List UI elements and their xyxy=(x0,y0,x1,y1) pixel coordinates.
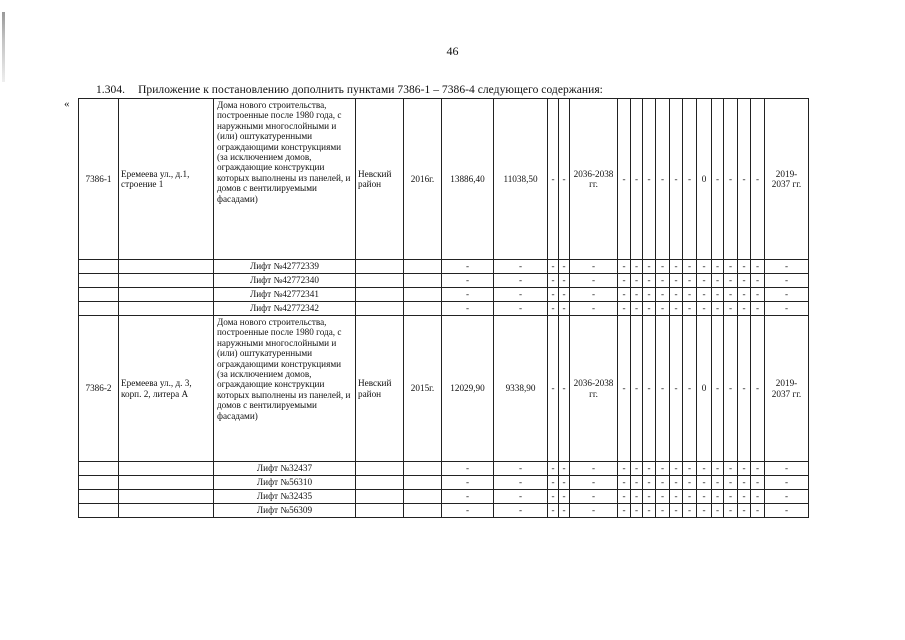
object-col-zero: 0 xyxy=(697,316,712,462)
lift-cell-empty xyxy=(356,288,404,302)
lift-name: Лифт №56309 xyxy=(214,504,356,518)
lift-cell-dash: - xyxy=(712,462,724,476)
opening-quote: « xyxy=(64,98,70,110)
lift-cell-dash: - xyxy=(724,504,738,518)
lift-cell-dash: - xyxy=(494,462,548,476)
object-period-2: 2019-2037 гг. xyxy=(765,99,809,260)
lift-cell-empty xyxy=(119,490,214,504)
lift-cell-dash: - xyxy=(494,504,548,518)
section-heading xyxy=(96,84,603,96)
lift-cell-dash: - xyxy=(559,288,570,302)
lift-cell-dash: - xyxy=(712,504,724,518)
lift-cell-dash: - xyxy=(618,274,631,288)
lift-cell-dash: - xyxy=(570,476,618,490)
lift-cell-dash: - xyxy=(656,476,670,490)
object-period: 2036-2038 гг. xyxy=(570,316,618,462)
lift-cell-dash: - xyxy=(442,504,494,518)
object-col-d4: - xyxy=(656,99,670,260)
section-heading-text: Приложение к постановлению дополнить пунктами 7386-1 – 7386-4 следующего содержания: xyxy=(138,84,603,96)
object-col-d3: - xyxy=(643,316,656,462)
object-col-d6: - xyxy=(683,99,697,260)
lift-cell-dash: - xyxy=(494,302,548,316)
lift-cell-dash: - xyxy=(559,302,570,316)
lift-cell-dash: - xyxy=(738,274,751,288)
lift-cell-dash: - xyxy=(570,274,618,288)
lift-cell-dash: - xyxy=(724,288,738,302)
object-id: 7386-2 xyxy=(79,316,119,462)
object-description: Дома нового строительства, построенные после 1980 года, с наружными многослойными и (или) оштукатуренными ограждающими конструкциями (за исключением домов, ограждающие конструкции которых выполнены из панелей, и домов с вентилируемыми фасадами) xyxy=(214,316,356,462)
lift-cell-empty xyxy=(79,288,119,302)
object-col-c1: - xyxy=(548,316,559,462)
lift-cell-empty xyxy=(119,504,214,518)
object-area-living: 9338,90 xyxy=(494,316,548,462)
lift-cell-dash: - xyxy=(751,302,765,316)
lift-cell-dash: - xyxy=(442,462,494,476)
lift-cell-dash: - xyxy=(631,476,643,490)
lift-cell-dash: - xyxy=(631,302,643,316)
lift-cell-dash: - xyxy=(494,274,548,288)
lift-cell-dash: - xyxy=(656,274,670,288)
amendment-table xyxy=(78,98,809,518)
object-col-e1: - xyxy=(712,316,724,462)
lift-cell-dash: - xyxy=(697,288,712,302)
lift-cell-dash: - xyxy=(697,462,712,476)
lift-cell-dash: - xyxy=(618,476,631,490)
object-col-e3: - xyxy=(738,99,751,260)
lift-cell-dash: - xyxy=(697,490,712,504)
lift-cell-dash: - xyxy=(738,260,751,274)
lift-cell-dash: - xyxy=(751,260,765,274)
lift-cell-dash: - xyxy=(570,260,618,274)
lift-cell-empty xyxy=(79,462,119,476)
table-row-lift xyxy=(79,288,809,302)
lift-cell-dash: - xyxy=(712,302,724,316)
lift-cell-empty xyxy=(404,288,442,302)
object-address: Еремеева ул., д. 3, корп. 2, литера А xyxy=(119,316,214,462)
lift-cell-empty xyxy=(404,504,442,518)
lift-cell-dash: - xyxy=(670,260,683,274)
lift-cell-dash: - xyxy=(570,462,618,476)
lift-cell-dash: - xyxy=(618,302,631,316)
object-col-c1: - xyxy=(548,99,559,260)
lift-cell-dash: - xyxy=(656,260,670,274)
lift-cell-empty xyxy=(356,302,404,316)
table-row-lift xyxy=(79,476,809,490)
object-col-d5: - xyxy=(670,99,683,260)
lift-cell-dash: - xyxy=(751,462,765,476)
lift-cell-dash: - xyxy=(683,504,697,518)
lift-name: Лифт №32435 xyxy=(214,490,356,504)
lift-cell-dash: - xyxy=(765,462,809,476)
lift-cell-dash: - xyxy=(724,490,738,504)
lift-cell-dash: - xyxy=(751,274,765,288)
lift-cell-dash: - xyxy=(683,288,697,302)
lift-cell-dash: - xyxy=(643,260,656,274)
lift-cell-dash: - xyxy=(765,302,809,316)
lift-cell-dash: - xyxy=(765,476,809,490)
lift-cell-dash: - xyxy=(712,274,724,288)
section-number: 1.304. xyxy=(96,84,126,96)
lift-cell-dash: - xyxy=(738,476,751,490)
lift-cell-dash: - xyxy=(724,462,738,476)
lift-cell-dash: - xyxy=(643,274,656,288)
lift-cell-empty xyxy=(356,504,404,518)
lift-cell-dash: - xyxy=(643,476,656,490)
lift-cell-dash: - xyxy=(670,288,683,302)
lift-cell-dash: - xyxy=(697,302,712,316)
object-col-d6: - xyxy=(683,316,697,462)
lift-name: Лифт №56310 xyxy=(214,476,356,490)
lift-cell-dash: - xyxy=(548,490,559,504)
lift-cell-dash: - xyxy=(656,504,670,518)
lift-cell-dash: - xyxy=(631,504,643,518)
table-row-lift xyxy=(79,490,809,504)
lift-cell-dash: - xyxy=(559,274,570,288)
lift-cell-dash: - xyxy=(712,288,724,302)
lift-cell-dash: - xyxy=(738,504,751,518)
lift-cell-dash: - xyxy=(683,462,697,476)
table-row-lift xyxy=(79,462,809,476)
lift-cell-dash: - xyxy=(494,260,548,274)
lift-cell-dash: - xyxy=(656,288,670,302)
table-row-lift xyxy=(79,274,809,288)
lift-cell-empty xyxy=(356,274,404,288)
lift-cell-dash: - xyxy=(656,302,670,316)
lift-cell-dash: - xyxy=(697,476,712,490)
lift-cell-dash: - xyxy=(670,504,683,518)
lift-cell-dash: - xyxy=(559,504,570,518)
lift-cell-dash: - xyxy=(670,462,683,476)
lift-cell-empty xyxy=(356,462,404,476)
object-district: Невский район xyxy=(356,99,404,260)
object-col-c2: - xyxy=(559,316,570,462)
lift-cell-dash: - xyxy=(631,490,643,504)
table-row-object xyxy=(79,316,809,462)
object-id: 7386-1 xyxy=(79,99,119,260)
object-period: 2036-2038 гг. xyxy=(570,99,618,260)
lift-name: Лифт №42772342 xyxy=(214,302,356,316)
lift-cell-dash: - xyxy=(656,490,670,504)
object-col-e2: - xyxy=(724,316,738,462)
lift-cell-dash: - xyxy=(548,274,559,288)
object-area-total: 12029,90 xyxy=(442,316,494,462)
lift-cell-dash: - xyxy=(751,288,765,302)
lift-cell-dash: - xyxy=(548,504,559,518)
lift-cell-dash: - xyxy=(643,490,656,504)
lift-cell-dash: - xyxy=(670,490,683,504)
object-year: 2015г. xyxy=(404,316,442,462)
lift-cell-dash: - xyxy=(570,288,618,302)
object-col-d4: - xyxy=(656,316,670,462)
lift-cell-empty xyxy=(356,476,404,490)
table-body xyxy=(79,99,809,518)
lift-cell-dash: - xyxy=(738,490,751,504)
object-district: Невский район xyxy=(356,316,404,462)
lift-cell-dash: - xyxy=(618,462,631,476)
lift-cell-dash: - xyxy=(724,302,738,316)
object-col-d2: - xyxy=(631,316,643,462)
lift-cell-dash: - xyxy=(548,462,559,476)
object-area-total: 13886,40 xyxy=(442,99,494,260)
lift-cell-empty xyxy=(119,302,214,316)
lift-cell-dash: - xyxy=(442,490,494,504)
object-period-2: 2019-2037 гг. xyxy=(765,316,809,462)
lift-cell-empty xyxy=(119,476,214,490)
lift-cell-dash: - xyxy=(570,504,618,518)
lift-cell-dash: - xyxy=(765,274,809,288)
lift-cell-dash: - xyxy=(670,274,683,288)
lift-cell-dash: - xyxy=(494,288,548,302)
lift-cell-dash: - xyxy=(751,490,765,504)
lift-cell-dash: - xyxy=(643,462,656,476)
object-col-c2: - xyxy=(559,99,570,260)
lift-cell-empty xyxy=(79,476,119,490)
object-col-d2: - xyxy=(631,99,643,260)
lift-cell-dash: - xyxy=(618,288,631,302)
object-year: 2016г. xyxy=(404,99,442,260)
object-description: Дома нового строительства, построенные после 1980 года, с наружными многослойными и (или) оштукатуренными ограждающими конструкциями (за исключением домов, ограждающие конструкции которых выполнены из панелей, и домов с вентилируемыми фасадами) xyxy=(214,99,356,260)
lift-cell-dash: - xyxy=(670,476,683,490)
lift-name: Лифт №42772340 xyxy=(214,274,356,288)
page-number: 46 xyxy=(446,44,459,58)
lift-cell-dash: - xyxy=(697,504,712,518)
object-address: Еремеева ул., д.1, строение 1 xyxy=(119,99,214,260)
lift-name: Лифт №32437 xyxy=(214,462,356,476)
object-col-e4: - xyxy=(751,316,765,462)
lift-cell-dash: - xyxy=(724,274,738,288)
lift-cell-dash: - xyxy=(548,302,559,316)
object-col-d3: - xyxy=(643,99,656,260)
lift-cell-empty xyxy=(79,260,119,274)
lift-cell-dash: - xyxy=(738,462,751,476)
lift-cell-dash: - xyxy=(559,476,570,490)
lift-cell-dash: - xyxy=(738,288,751,302)
lift-cell-dash: - xyxy=(442,476,494,490)
lift-cell-empty xyxy=(79,302,119,316)
lift-cell-empty xyxy=(404,274,442,288)
object-col-d1: - xyxy=(618,99,631,260)
lift-cell-dash: - xyxy=(724,260,738,274)
lift-cell-empty xyxy=(404,476,442,490)
lift-cell-dash: - xyxy=(631,288,643,302)
lift-cell-empty xyxy=(79,504,119,518)
lift-cell-dash: - xyxy=(712,490,724,504)
lift-name: Лифт №42772339 xyxy=(214,260,356,274)
lift-cell-dash: - xyxy=(631,274,643,288)
lift-cell-empty xyxy=(404,490,442,504)
lift-cell-dash: - xyxy=(712,476,724,490)
lift-cell-dash: - xyxy=(697,274,712,288)
lift-cell-empty xyxy=(119,462,214,476)
table-row-lift xyxy=(79,302,809,316)
lift-cell-dash: - xyxy=(643,288,656,302)
lift-cell-empty xyxy=(356,490,404,504)
object-col-e1: - xyxy=(712,99,724,260)
lift-cell-empty xyxy=(356,260,404,274)
lift-cell-dash: - xyxy=(670,302,683,316)
lift-cell-dash: - xyxy=(683,476,697,490)
lift-cell-dash: - xyxy=(683,490,697,504)
lift-cell-dash: - xyxy=(712,260,724,274)
lift-cell-dash: - xyxy=(683,302,697,316)
object-col-d5: - xyxy=(670,316,683,462)
lift-cell-dash: - xyxy=(697,260,712,274)
lift-cell-empty xyxy=(119,260,214,274)
lift-cell-dash: - xyxy=(494,476,548,490)
lift-cell-dash: - xyxy=(559,462,570,476)
lift-cell-empty xyxy=(119,288,214,302)
lift-cell-dash: - xyxy=(765,288,809,302)
table-row-object xyxy=(79,99,809,260)
lift-cell-dash: - xyxy=(548,476,559,490)
object-col-e2: - xyxy=(724,99,738,260)
lift-cell-dash: - xyxy=(683,260,697,274)
lift-cell-empty xyxy=(404,462,442,476)
object-area-living: 11038,50 xyxy=(494,99,548,260)
lift-cell-dash: - xyxy=(442,302,494,316)
lift-cell-dash: - xyxy=(631,462,643,476)
lift-cell-dash: - xyxy=(656,462,670,476)
lift-cell-dash: - xyxy=(724,476,738,490)
lift-cell-dash: - xyxy=(618,260,631,274)
lift-cell-dash: - xyxy=(494,490,548,504)
object-col-e4: - xyxy=(751,99,765,260)
lift-cell-dash: - xyxy=(618,490,631,504)
lift-name: Лифт №42772341 xyxy=(214,288,356,302)
lift-cell-dash: - xyxy=(751,504,765,518)
lift-cell-empty xyxy=(404,260,442,274)
lift-cell-empty xyxy=(79,490,119,504)
lift-cell-dash: - xyxy=(738,302,751,316)
lift-cell-empty xyxy=(119,274,214,288)
lift-cell-dash: - xyxy=(442,288,494,302)
lift-cell-dash: - xyxy=(570,302,618,316)
object-col-d1: - xyxy=(618,316,631,462)
lift-cell-empty xyxy=(79,274,119,288)
lift-cell-dash: - xyxy=(751,476,765,490)
lift-cell-dash: - xyxy=(765,490,809,504)
lift-cell-dash: - xyxy=(765,260,809,274)
lift-cell-empty xyxy=(404,302,442,316)
lift-cell-dash: - xyxy=(643,504,656,518)
lift-cell-dash: - xyxy=(548,288,559,302)
lift-cell-dash: - xyxy=(570,490,618,504)
lift-cell-dash: - xyxy=(683,274,697,288)
lift-cell-dash: - xyxy=(442,274,494,288)
lift-cell-dash: - xyxy=(442,260,494,274)
table-row-lift xyxy=(79,504,809,518)
lift-cell-dash: - xyxy=(643,302,656,316)
object-col-e3: - xyxy=(738,316,751,462)
lift-cell-dash: - xyxy=(559,490,570,504)
lift-cell-dash: - xyxy=(765,504,809,518)
lift-cell-dash: - xyxy=(559,260,570,274)
table-row-lift xyxy=(79,260,809,274)
lift-cell-dash: - xyxy=(548,260,559,274)
object-col-zero: 0 xyxy=(697,99,712,260)
lift-cell-dash: - xyxy=(618,504,631,518)
lift-cell-dash: - xyxy=(631,260,643,274)
